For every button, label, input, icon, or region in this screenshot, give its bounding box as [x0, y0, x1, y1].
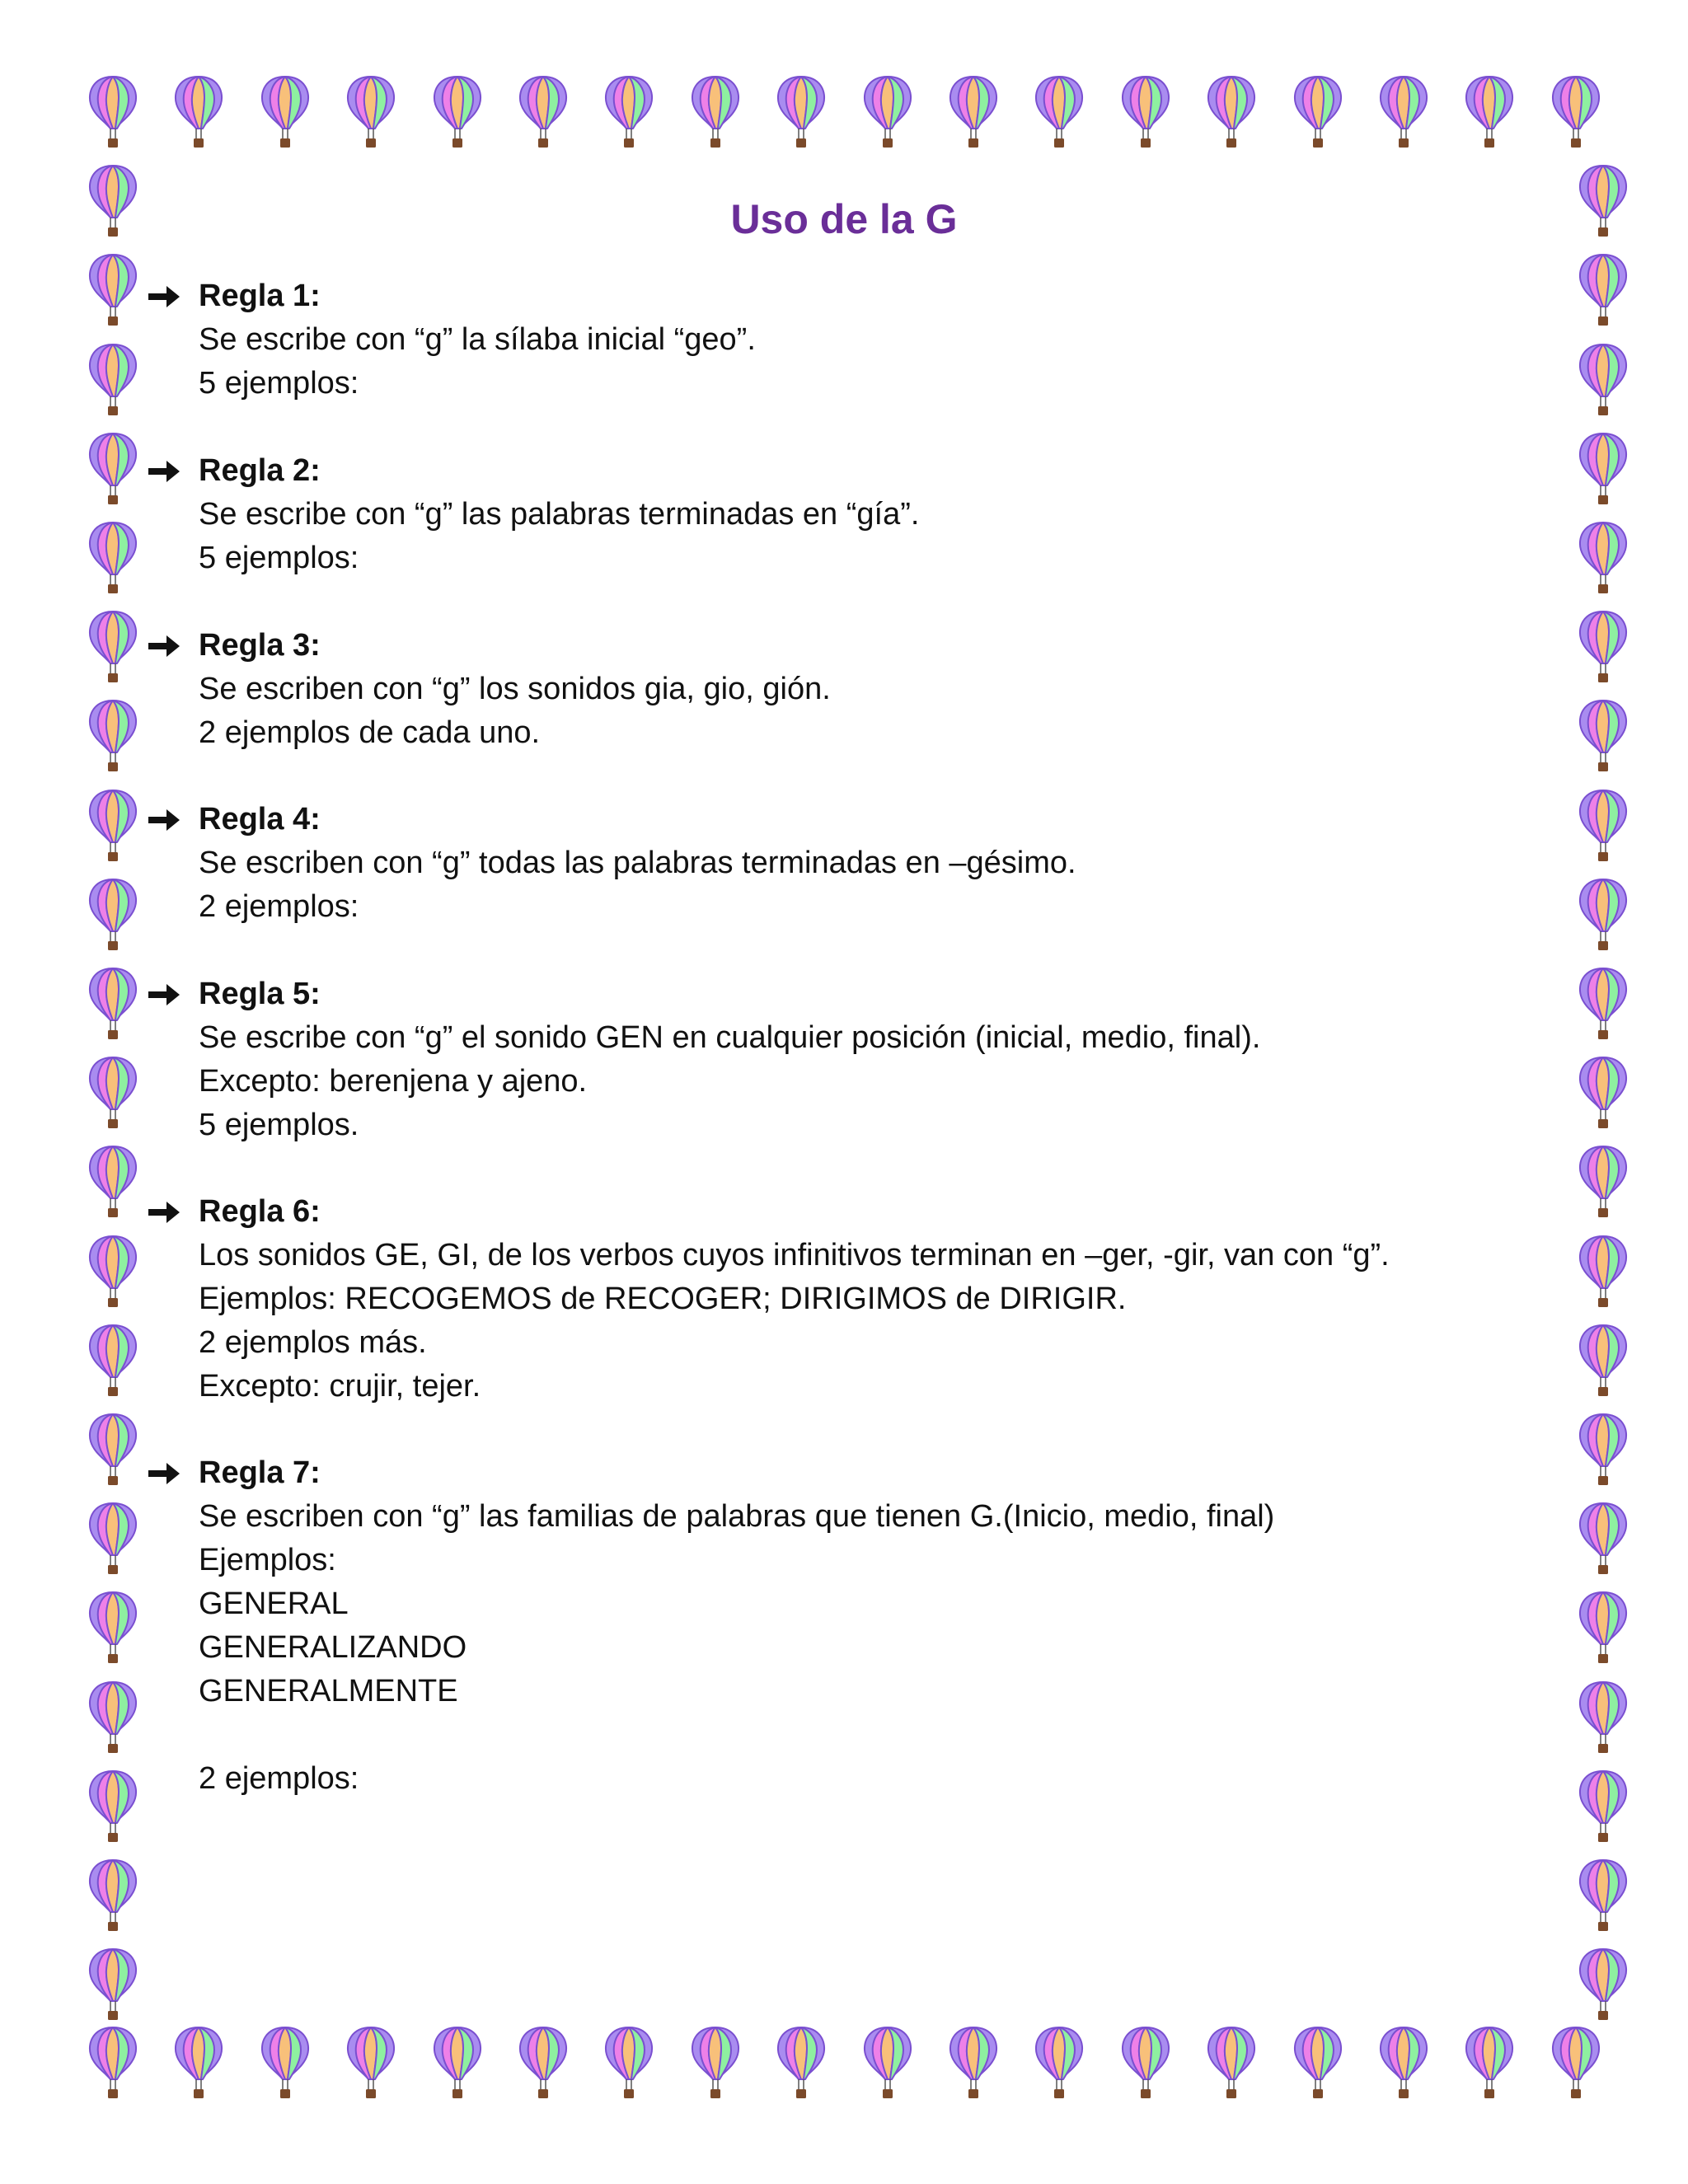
- rule-line: Ejemplos: RECOGEMOS de RECOGER; DIRIGIMOS de DIRIGIR.: [199, 1282, 1127, 1316]
- rule-line: Los sonidos GE, GI, de los verbos cuyos infinitivos terminan en –ger, -gir, van con “g”.: [199, 1238, 1390, 1272]
- rule-line: 5 ejemplos:: [199, 541, 359, 575]
- rule-line: Se escribe con “g” las palabras terminadas en “gía”.: [199, 497, 920, 532]
- rule-line: Excepto: berenjena y ajeno.: [199, 1064, 588, 1099]
- rule-2: [147, 449, 919, 580]
- rule-line: 2 ejemplos más.: [199, 1325, 427, 1360]
- arrow-right-icon: [147, 459, 181, 484]
- rule-heading: Regla 4:: [199, 802, 321, 837]
- page-title: Uso de la G: [730, 196, 958, 242]
- rule-line: Se escribe con “g” el sonido GEN en cualquier posición (inicial, medio, final).: [199, 1020, 1261, 1055]
- arrow-right-icon: [147, 808, 181, 832]
- rule-line: Se escriben con “g” las familias de palabras que tienen G.(Inicio, medio, final): [199, 1499, 1275, 1534]
- rule-line: Ejemplos:: [199, 1543, 336, 1577]
- rule-line: 2 ejemplos de cada uno.: [199, 715, 541, 750]
- rule-5: [147, 972, 1260, 1147]
- rule-line: GENERAL: [199, 1586, 349, 1621]
- rule-line: 5 ejemplos.: [199, 1108, 359, 1142]
- rule-line: GENERALMENTE: [199, 1674, 458, 1708]
- rule-heading: Regla 5:: [199, 977, 321, 1011]
- arrow-right-icon: [147, 1461, 181, 1486]
- rule-6: [147, 1190, 1390, 1408]
- rule-heading: Regla 2:: [199, 453, 321, 488]
- rule-heading: Regla 7:: [199, 1455, 321, 1490]
- rule-line: 5 ejemplos:: [199, 366, 359, 401]
- rule-line: 2 ejemplos:: [199, 889, 359, 924]
- arrow-right-icon: [147, 982, 181, 1007]
- arrow-right-icon: [147, 1200, 181, 1225]
- arrow-right-icon: [147, 634, 181, 658]
- rule-line: Excepto: crujir, tejer.: [199, 1369, 481, 1404]
- rule-heading: Regla 6:: [199, 1194, 321, 1229]
- rule-line: Se escriben con “g” los sonidos gia, gio, gión.: [199, 672, 831, 706]
- rule-heading: Regla 3:: [199, 628, 321, 663]
- rule-heading: Regla 1:: [199, 279, 321, 313]
- rule-line: Se escriben con “g” todas las palabras terminadas en –gésimo.: [199, 846, 1076, 880]
- rule-3: [147, 624, 831, 755]
- rule-line: GENERALIZANDO: [199, 1630, 467, 1665]
- rule-line: 2 ejemplos:: [199, 1761, 359, 1796]
- arrow-right-icon: [147, 284, 181, 309]
- rule-line: Se escribe con “g” la sílaba inicial “geo”.: [199, 322, 756, 357]
- rule-1: [147, 274, 756, 405]
- rule-7: [147, 1451, 1274, 1801]
- rule-4: [147, 798, 1076, 929]
- rule-line: [199, 1713, 1274, 1757]
